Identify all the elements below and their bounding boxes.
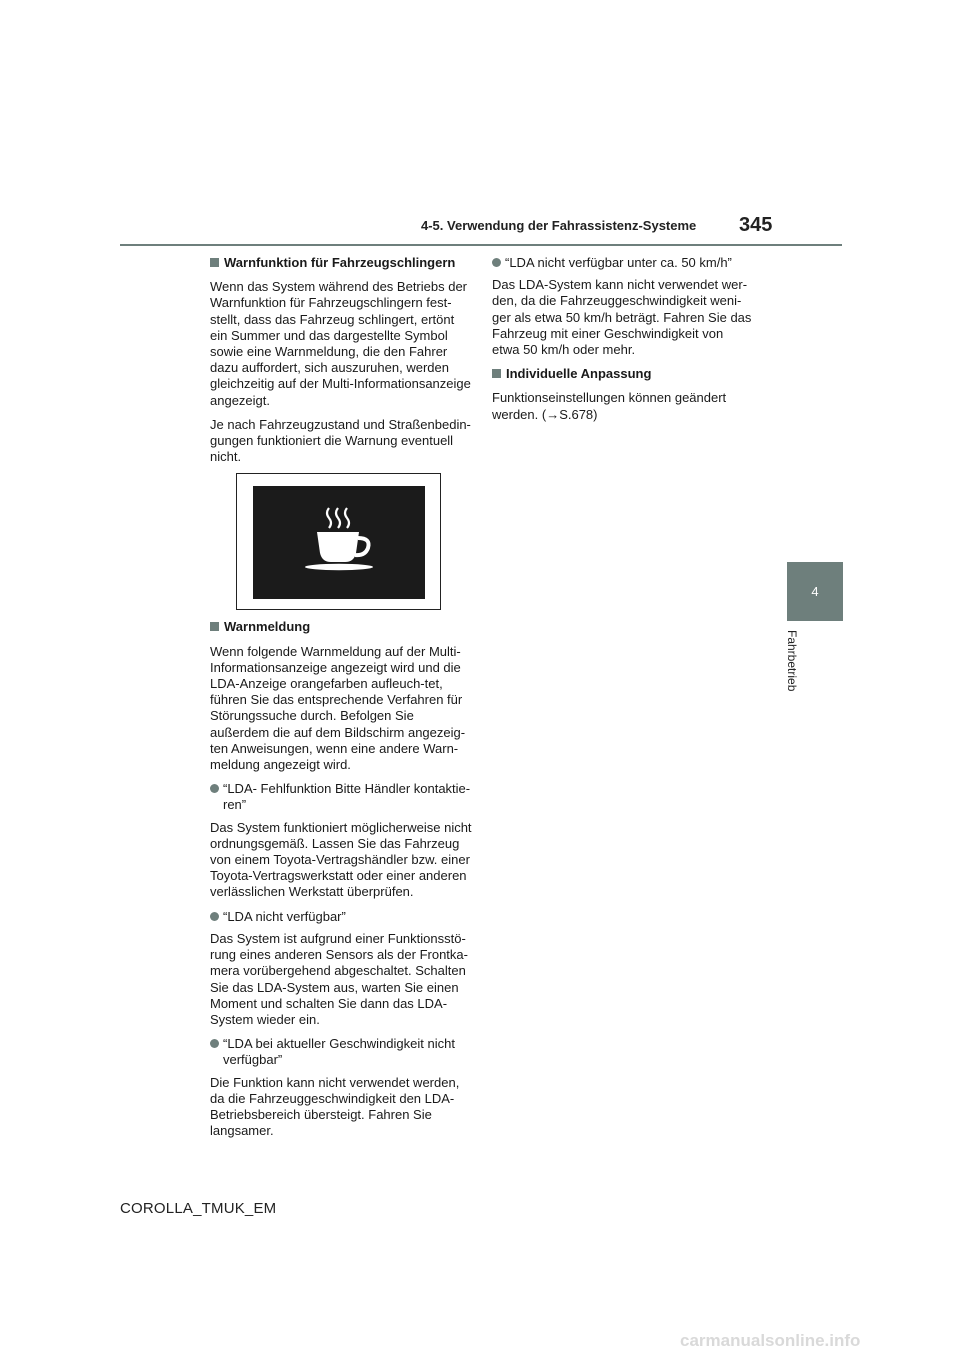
bullet-text: “LDA nicht verfügbar” — [223, 908, 346, 924]
paragraph: Das System funktioniert möglicherweise nicht ordnungsgemäß. Lassen Sie das Fahrzeug von einem Toyota-Vertragshändler bzw. einer Toyota-Vertragswerkstatt oder einer anderen verlässlichen Werkstatt überprüfen. — [210, 819, 472, 900]
coffee-cup-figure — [236, 473, 441, 610]
bullet-text: “LDA bei aktueller Geschwindigkeit nicht verfügbar” — [223, 1036, 455, 1068]
square-bullet-icon — [210, 258, 219, 267]
heading-customization — [492, 366, 754, 382]
paragraph-with-page-link[interactable]: Funktionseinstellungen können geändert werden. (→S.678) — [492, 390, 727, 422]
round-bullet-icon — [210, 784, 219, 793]
bullet-text: “LDA nicht verfügbar unter ca. 50 km/h” — [505, 255, 732, 270]
heading-text: Warnfunktion für Fahrzeugschlingern — [224, 255, 456, 270]
square-bullet-icon — [210, 622, 219, 631]
header-rule — [120, 244, 842, 246]
section-title: 4-5. Verwendung der Fahrassistenz-Systeme — [421, 218, 697, 233]
paragraph: Je nach Fahrzeugzustand und Straßenbedin-gungen funktioniert die Warnung eventuell nicht. — [210, 416, 471, 465]
document-code: COROLLA_TMUK_EM — [120, 1200, 277, 1217]
round-bullet-icon — [492, 258, 501, 267]
paragraph: Die Funktion kann nicht verwendet werden, da die Fahrzeuggeschwindigkeit den LDA-Betriebsbereich übersteigt. Fahren Sie langsamer. — [210, 1074, 460, 1139]
heading-vehicle-sway — [210, 255, 472, 271]
bullet-item — [210, 1036, 472, 1068]
paragraph: Wenn das System während des Betriebs der Warnfunktion für Fahrzeugschlingern fest-stellt, dass das Fahrzeug schlingert, ertönt ein Summer und das dargestellte Symbol sowie eine Warnmeldung, die den Fahrer dazu auffordert, sich auszuruhen, werden gleichzeitig auf der Multi-Informationsanzeige angezeigt. — [210, 279, 471, 408]
display-screen — [253, 486, 425, 599]
paragraph: Wenn folgende Warnmeldung auf der Multi-Informationsanzeige angezeigt wird und die LDA-Anzeige orangefarben aufleuch-tet, führen Sie das entsprechende Verfahren für Störungssuche durch. Befolgen Sie außerdem die auf dem Bildschirm angezeig-ten Anweisungen, wenn eine andere Warn-meldung angezeigt wird. — [210, 643, 466, 773]
chapter-label — [775, 630, 825, 702]
heading-warning-message — [210, 619, 472, 635]
bullet-item — [210, 909, 472, 925]
coffee-cup-icon — [253, 486, 425, 599]
right-column — [492, 255, 754, 431]
watermark: carmanualsonline.info — [680, 1331, 861, 1350]
paragraph: Das LDA-System kann nicht verwendet wer-den, da die Fahrzeuggeschwindigkeit weni-ger als etwa 50 km/h beträgt. Fahren Sie das Fahrzeug mit einer Geschwindigkeit von etwa 50 km/h oder mehr. — [492, 277, 752, 358]
round-bullet-icon — [210, 1039, 219, 1048]
bullet-item — [210, 781, 472, 813]
heading-text: Warnmeldung — [224, 619, 311, 635]
heading-text: Individuelle Anpassung — [506, 366, 652, 382]
chapter-label-text: Fahrbetrieb — [785, 630, 799, 692]
chapter-tab[interactable]: 4 — [787, 562, 843, 621]
page-number: 345 — [739, 214, 773, 236]
paragraph: Das System ist aufgrund einer Funktionsstö-rung eines anderen Sensors als der Frontka-mera vorübergehend abgeschaltet. Schalten Sie das LDA-System aus, warten Sie einen Moment und schalten Sie dann das LDA-System wieder ein. — [210, 930, 468, 1027]
left-column — [210, 255, 472, 1147]
square-bullet-icon — [492, 369, 501, 378]
bullet-item — [492, 255, 754, 271]
bullet-text: “LDA- Fehlfunktion Bitte Händler kontaktie-ren” — [223, 781, 471, 813]
round-bullet-icon — [210, 912, 219, 921]
